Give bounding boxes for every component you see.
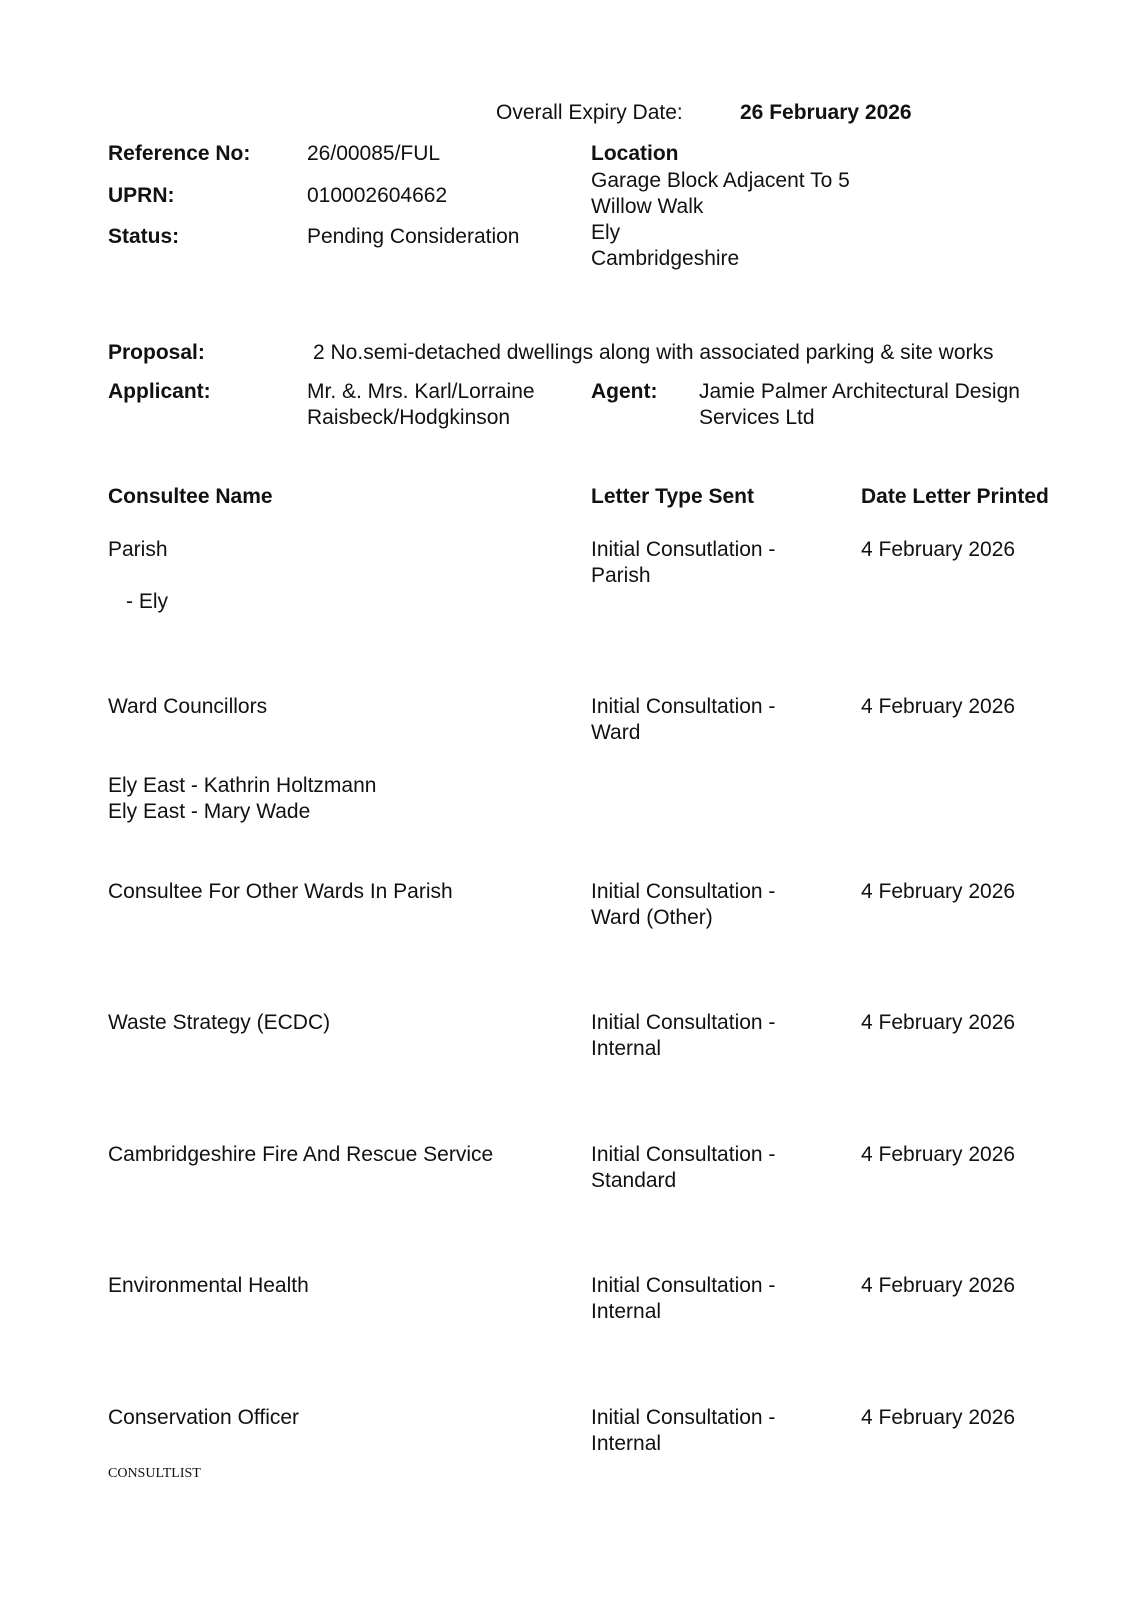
proposal-value: 2 No.semi-detached dwellings along with associated parking & site works: [313, 341, 994, 364]
date-printed: 4 February 2026: [861, 880, 1016, 903]
consultee-sub: Ely East - Kathrin Holtzmann: [108, 774, 377, 797]
location-line-1: Garage Block Adjacent To 5: [591, 169, 850, 192]
uprn-label: UPRN:: [108, 184, 175, 207]
date-printed: 4 February 2026: [861, 538, 1016, 561]
date-printed: 4 February 2026: [861, 695, 1016, 718]
column-header-date: Date Letter Printed: [861, 485, 1049, 508]
letter-type-line-1: Initial Consultation -: [591, 1011, 776, 1034]
consultee-name: Parish: [108, 538, 168, 561]
column-header-letter-type: Letter Type Sent: [591, 485, 754, 508]
letter-type-line-2: Ward: [591, 721, 641, 744]
date-printed: 4 February 2026: [861, 1011, 1016, 1034]
consultee-name: Waste Strategy (ECDC): [108, 1011, 331, 1034]
agent-line-1: Jamie Palmer Architectural Design: [699, 380, 1020, 403]
date-printed: 4 February 2026: [861, 1143, 1016, 1166]
consultee-name: Conservation Officer: [108, 1406, 300, 1429]
consultee-name: Cambridgeshire Fire And Rescue Service: [108, 1143, 494, 1166]
proposal-label: Proposal:: [108, 341, 205, 364]
agent-line-2: Services Ltd: [699, 406, 815, 429]
letter-type-line-2: Internal: [591, 1300, 662, 1323]
applicant-label: Applicant:: [108, 380, 211, 403]
column-header-consultee: Consultee Name: [108, 485, 273, 508]
status-value: Pending Consideration: [307, 225, 520, 248]
status-label: Status:: [108, 225, 180, 248]
consultee-sub: Ely East - Mary Wade: [108, 800, 311, 823]
letter-type-line-2: Standard: [591, 1169, 677, 1192]
uprn-value: 010002604662: [307, 184, 448, 207]
location-line-4: Cambridgeshire: [591, 247, 740, 270]
letter-type-line-1: Initial Consultation -: [591, 1143, 776, 1166]
letter-type-line-1: Initial Consultation -: [591, 880, 776, 903]
letter-type-line-1: Initial Consutlation -: [591, 538, 776, 561]
letter-type-line-2: Ward (Other): [591, 906, 713, 929]
letter-type-line-1: Initial Consultation -: [591, 1406, 776, 1429]
expiry-label: Overall Expiry Date:: [496, 101, 683, 124]
letter-type-line-2: Internal: [591, 1037, 662, 1060]
reference-label: Reference No:: [108, 142, 251, 165]
letter-type-line-2: Parish: [591, 564, 651, 587]
consultee-name: Environmental Health: [108, 1274, 309, 1297]
location-line-3: Ely: [591, 221, 621, 244]
consultee-sub: - Ely: [126, 590, 168, 613]
letter-type-line-1: Initial Consultation -: [591, 1274, 776, 1297]
expiry-value: 26 February 2026: [740, 101, 912, 124]
letter-type-line-1: Initial Consultation -: [591, 695, 776, 718]
reference-value: 26/00085/FUL: [307, 142, 441, 165]
consultee-name: Ward Councillors: [108, 695, 268, 718]
date-printed: 4 February 2026: [861, 1274, 1016, 1297]
agent-label: Agent:: [591, 380, 658, 403]
date-printed: 4 February 2026: [861, 1406, 1016, 1429]
applicant-line-2: Raisbeck/Hodgkinson: [307, 406, 511, 429]
location-label: Location: [591, 142, 679, 165]
consultee-name: Consultee For Other Wards In Parish: [108, 880, 453, 903]
letter-type-line-2: Internal: [591, 1432, 662, 1455]
location-line-2: Willow Walk: [591, 195, 704, 218]
applicant-line-1: Mr. &. Mrs. Karl/Lorraine: [307, 380, 535, 403]
footer-code: CONSULTLIST: [108, 1466, 201, 1481]
